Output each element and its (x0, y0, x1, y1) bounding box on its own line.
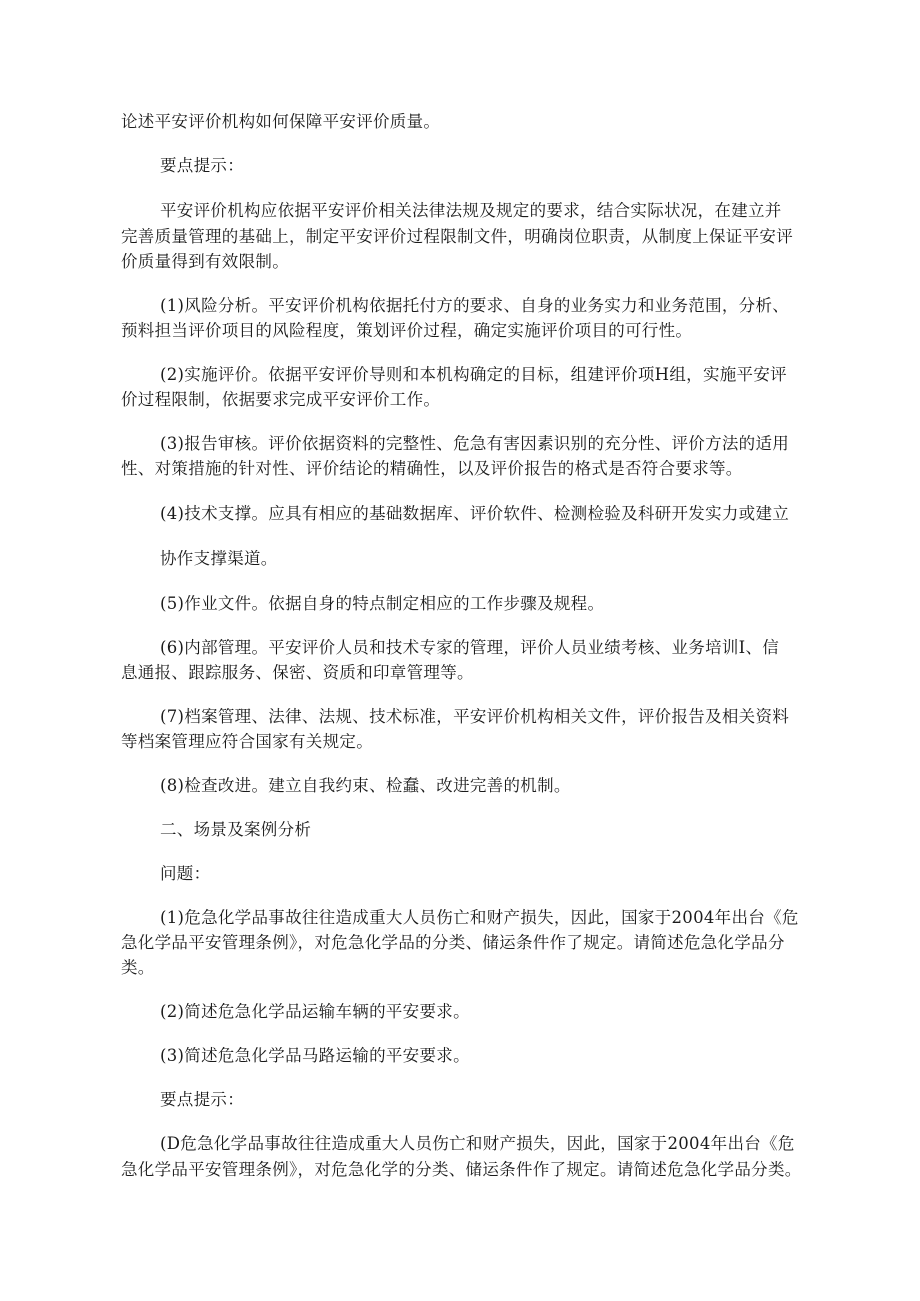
section-heading: 二、场景及案例分析 (160, 820, 312, 839)
text-line: 完善质量管理的基础上，制定平安评价过程限制文件，明确岗位职责，从制度上保证平安评 (121, 227, 793, 246)
text-line: (4)技术支撑。应具有相应的基础数据库、评价软件、检测检验及科研开发实力或建立 (160, 504, 790, 523)
text-line: 要点提示： (160, 1090, 244, 1109)
text-line: 性、对策措施的针对性、评价结论的精确性，以及评价报告的格式是否符合要求等。 (121, 459, 743, 478)
text-line: 要点提示： (160, 156, 244, 175)
text-line: 急化学品平安管理条例》，对危急化学品的分类、储运条件作了规定。请简述危急化学品分 (121, 933, 785, 952)
text-line: 平安评价机构应依据平安评价相关法律法规及规定的要求，结合实际状况，在建立并 (160, 201, 782, 220)
text-line: (D危急化学品事故往往造成重大人员伤亡和财产损失，因此，国家于2004年出台《危 (160, 1134, 795, 1153)
text-line: 价质量得到有效限制。 (121, 252, 289, 271)
text-line: (1)危急化学品事故往往造成重大人员伤亡和财产损失，因此，国家于2004年出台《危 (160, 908, 799, 927)
text-line: (2)简述危急化学品运输车辆的平安要求。 (160, 1002, 470, 1021)
text-line: 预料担当评价项目的风险程度，策划评价过程，确定实施评价项目的可行性。 (121, 321, 693, 340)
text-line: (1)风险分析。平安评价机构依据托付方的要求、自身的业务实力和业务范围，分析、 (160, 296, 790, 315)
text-line: (2)实施评价。依据平安评价导则和本机构确定的目标，组建评价项H组，实施平安评 (160, 365, 787, 384)
text-line: (6)内部管理。平安评价人员和技术专家的管理，评价人员业绩考核、业务培训I、信 (160, 638, 780, 657)
text-line: 息通报、跟踪服务、保密、资质和印章管理等。 (121, 663, 474, 682)
text-line: (3)简述危急化学品马路运输的平安要求。 (160, 1046, 470, 1065)
text-line: 等档案管理应符合国家有关规定。 (121, 732, 373, 751)
text-line: 类。 (121, 958, 155, 977)
text-line: (7)档案管理、法律、法规、技术标准，平安评价机构相关文件，评价报告及相关资料 (160, 707, 790, 726)
text-line: (8)检查改进。建立自我约束、检蠢、改进完善的机制。 (160, 776, 571, 795)
text-line: (3)报告审核。评价依据资料的完整性、危急有害因素识别的充分性、评价方法的适用 (160, 434, 790, 453)
text-line: (5)作业文件。依据自身的特点制定相应的工作步骤及规程。 (160, 594, 605, 613)
text-line: 协作支撑渠道。 (160, 549, 278, 568)
text-line: 问题： (160, 864, 211, 883)
text-line: 论述平安评价机构如何保障平安评价质量。 (121, 112, 441, 131)
text-line: 价过程限制，依据要求完成平安评价工作。 (121, 390, 441, 409)
text-line: 急化学品平安管理条例》，对危急化学的分类、储运条件作了规定。请简述危急化学品分类。 (121, 1160, 802, 1179)
